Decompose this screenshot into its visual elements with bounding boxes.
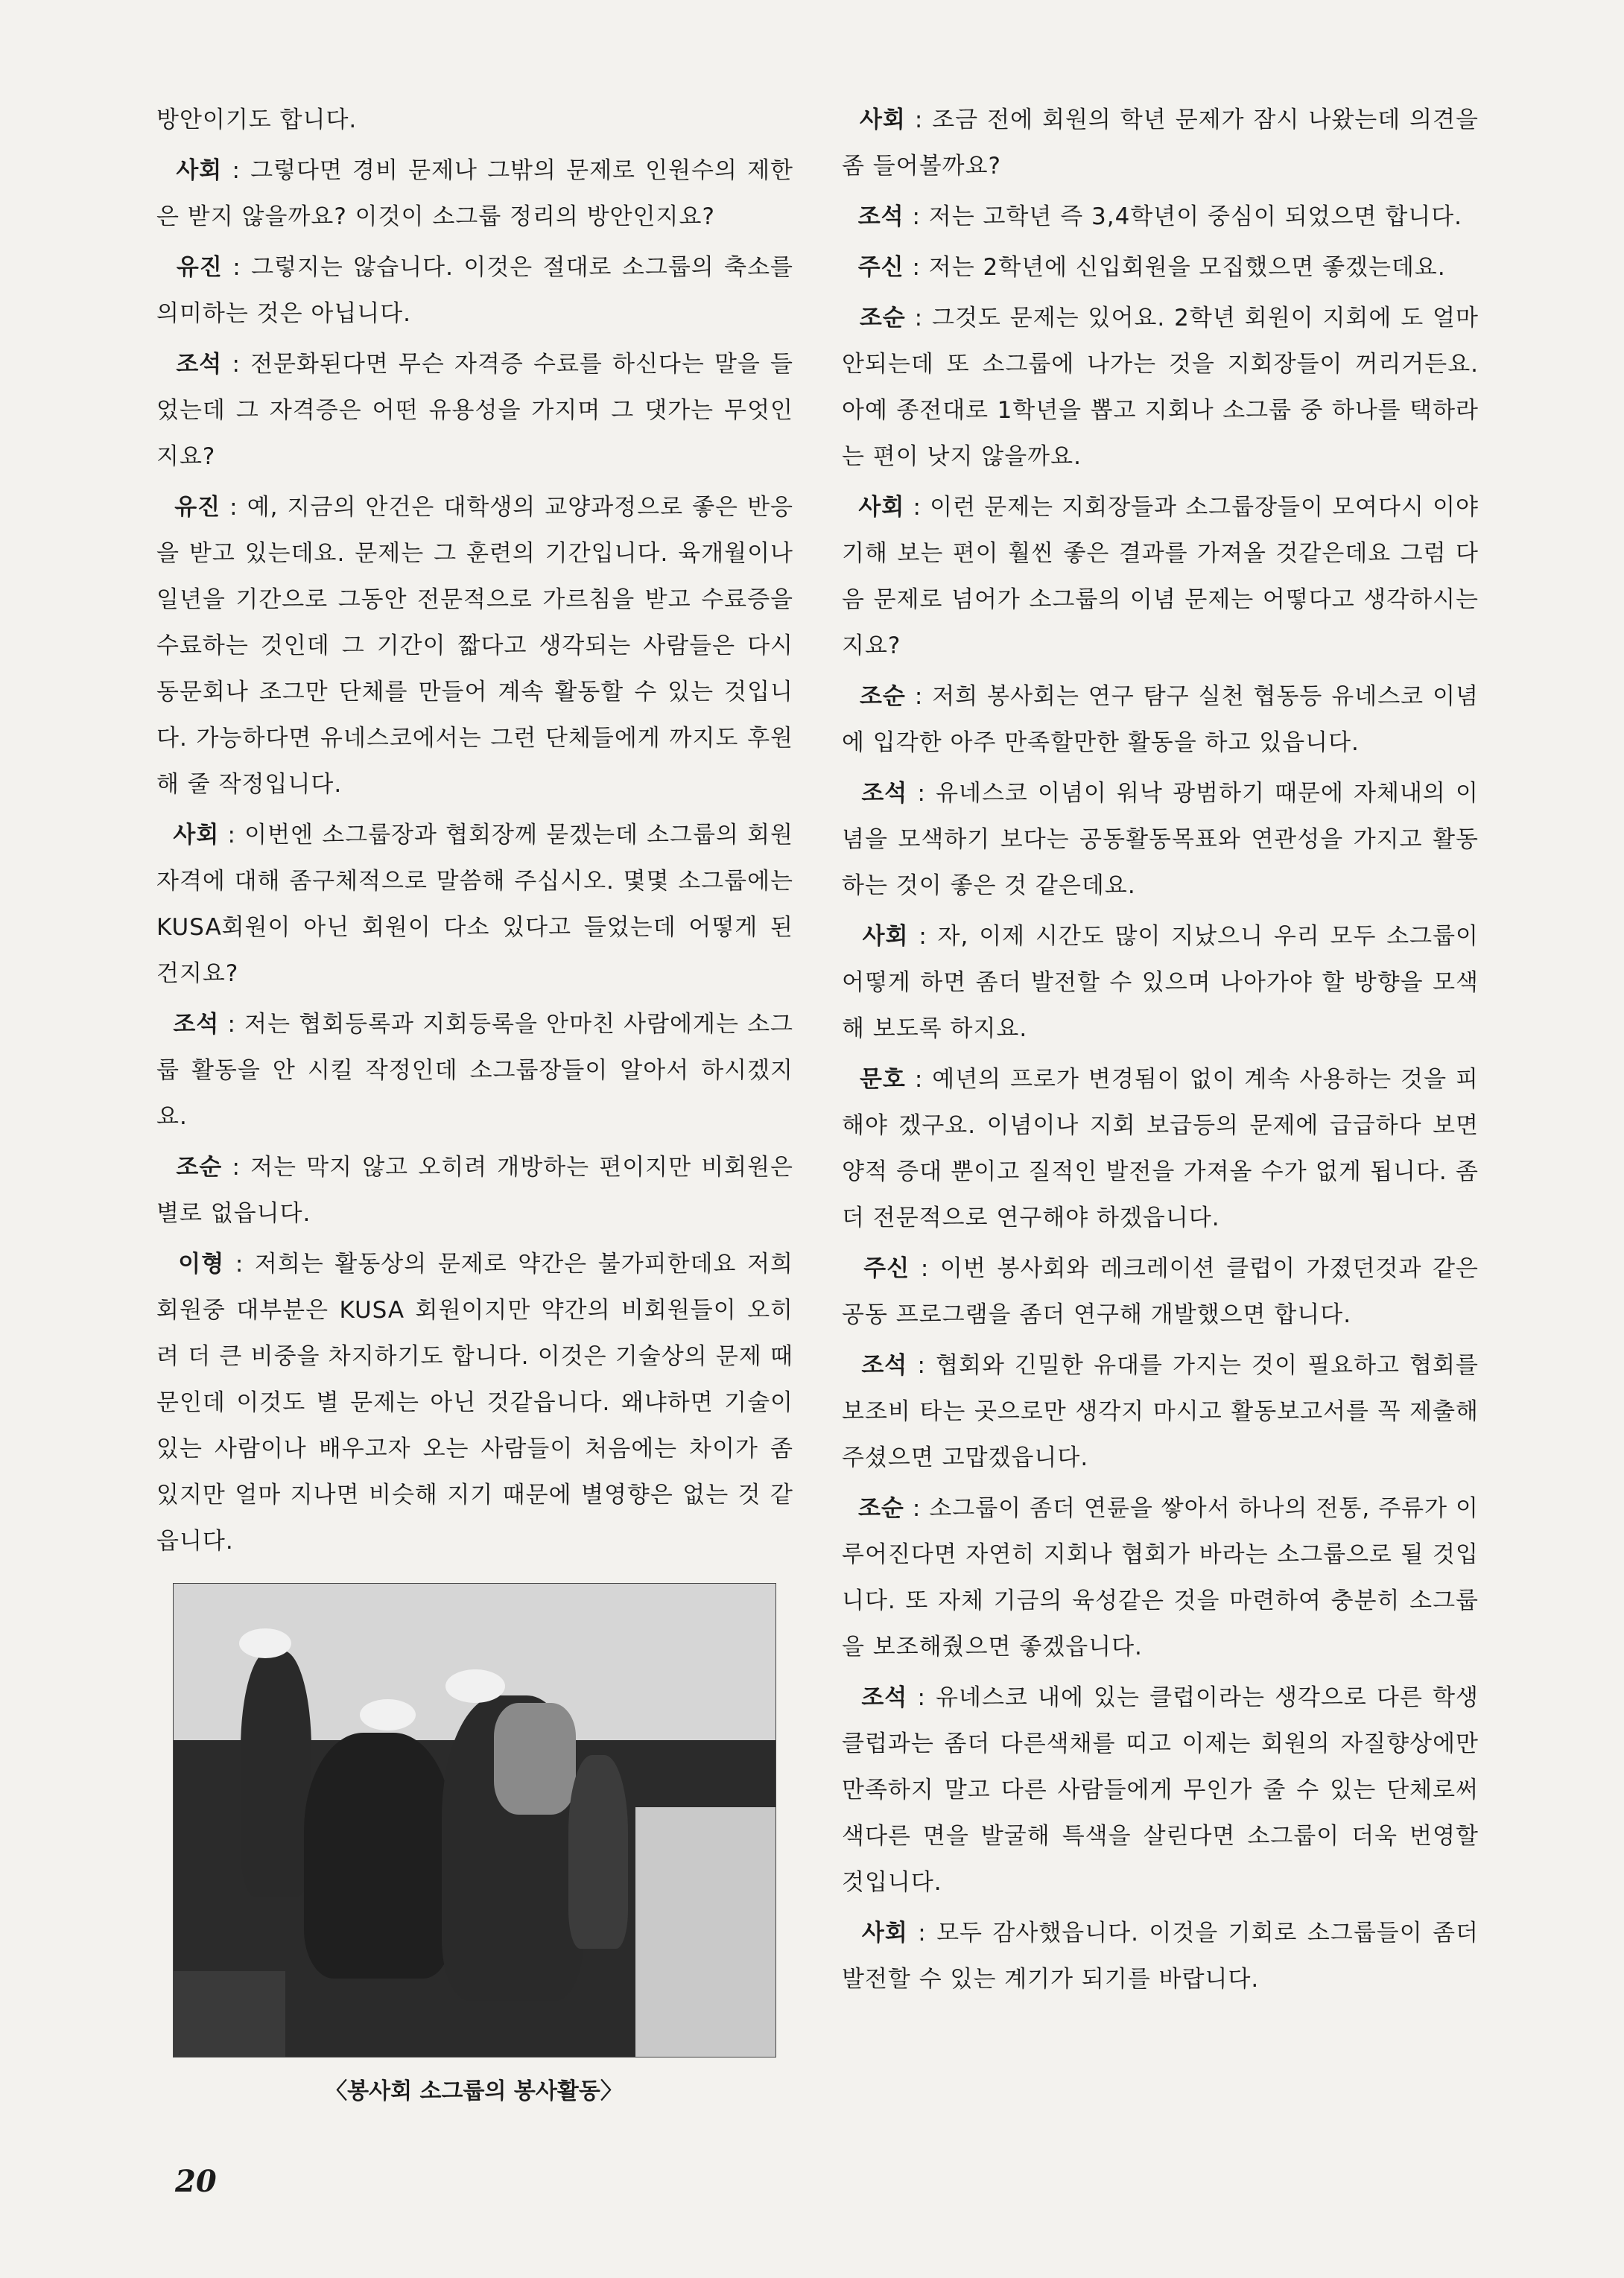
dialogue-text: : 소그룹이 좀더 연륜을 쌓아서 하나의 전통, 주류가 이루어진다면 자연히 지회나 협회가 바라는 소그룹으로 될 것입니다. 또 자체 기금의 육성같은 것을 마련하여 충분히 소그룹을 보조해줬으면 좋겠읍니다. xyxy=(842,1495,1479,1660)
paragraph xyxy=(842,1485,1479,1670)
paragraph xyxy=(842,913,1479,1052)
dialogue-text: : 예년의 프로가 변경됨이 없이 계속 사용하는 것을 피해야 겠구요. 이념이나 지회 보급등의 문제에 급급하다 보면 양적 증대 뿐이고 질적인 발전을 가져올 수가 없게 됩니다. 좀 더 전문적으로 연구해야 하겠읍니다. xyxy=(842,1066,1479,1231)
paragraph xyxy=(156,97,793,143)
speaker-name: 사회 xyxy=(861,1920,908,1947)
speaker-name: 조순 xyxy=(859,683,906,710)
speaker-name: 조석 xyxy=(857,203,904,230)
dialogue-text: : 협회와 긴밀한 유대를 가지는 것이 필요하고 협회를 보조비 타는 곳으로만 생각지 마시고 활동보고서를 꼭 제출해주셨으면 고맙겠읍니다. xyxy=(842,1352,1479,1471)
paragraph xyxy=(156,484,793,808)
paragraph xyxy=(156,147,793,240)
speaker-name: 조석 xyxy=(861,1684,908,1711)
dialogue-text: : 그렇다면 경비 문제나 그밖의 문제로 인원수의 제한은 받지 않을까요? 이것이 소그룹 정리의 방안인지요? xyxy=(156,157,793,230)
dialogue-text: : 이런 문제는 지회장들과 소그룹장들이 모여다시 이야기해 보는 편이 훨씬 좋은 결과를 가져올 것같은데요 그럼 다음 문제로 넘어가 소그룹의 이념 문제는 어떻다고 생각하시는지요? xyxy=(842,494,1479,659)
photo xyxy=(173,1583,776,2058)
dialogue-text: : 그것도 문제는 있어요. 2학년 회원이 지회에 도 얼마 안되는데 또 소그룹에 나가는 것을 지회장들이 꺼리거든요. 아예 종전대로 1학년을 뽑고 지회나 소그룹 중 하나를 택하라는 편이 낫지 않을까요. xyxy=(842,305,1479,470)
speaker-name: 유진 xyxy=(174,494,221,521)
speaker-name: 문호 xyxy=(859,1066,906,1093)
paragraph xyxy=(156,1001,793,1140)
photo-person xyxy=(241,1651,311,1897)
dialogue-text: : 저희 봉사회는 연구 탐구 실천 협동등 유네스코 이념에 입각한 아주 만족할만한 활동을 하고 있읍니다. xyxy=(842,683,1479,756)
dialogue-text: : 저는 고학년 즉 3,4학년이 중심이 되었으면 합니다. xyxy=(904,203,1463,230)
speaker-name: 유진 xyxy=(176,254,223,281)
paragraph xyxy=(842,97,1479,189)
paragraph xyxy=(842,1246,1479,1338)
photo-hat xyxy=(445,1669,505,1703)
speaker-name: 조석 xyxy=(861,780,908,807)
speaker-name: 이형 xyxy=(178,1251,225,1278)
photo-ground xyxy=(635,1807,775,2057)
speaker-name: 사회 xyxy=(173,822,220,848)
photo-backpack xyxy=(494,1703,576,1815)
paragraph xyxy=(842,194,1479,240)
paragraph xyxy=(842,1342,1479,1481)
paragraph xyxy=(842,673,1479,766)
dialogue-text: 방안이기도 합니다. xyxy=(156,107,358,133)
speaker-name: 조석 xyxy=(861,1352,908,1379)
paragraph xyxy=(842,484,1479,669)
left-column xyxy=(156,97,793,1569)
photo-person xyxy=(304,1733,453,1979)
dialogue-text: : 이번 봉사회와 레크레이션 클럽이 가졌던것과 같은 공동 프로그램을 좀더 연구해 개발했으면 합니다. xyxy=(842,1255,1479,1328)
dialogue-text: : 예, 지금의 안건은 대학생의 교양과정으로 좋은 반응을 받고 있는데요. 문제는 그 훈련의 기간입니다. 육개월이나 일년을 기간으로 그동안 전문적으로 가르침을 받고 수료증을 수료하는 것인데 그 기간이 짧다고 생각되는 사람들은 다시 동문회나 조그만 단체를 만들어 계속 활동할 수 있는 것입니다. 가능하다면 유네스코에서는 그런 단체들에게 까지도 후원해 줄 작정입니다. xyxy=(156,494,793,798)
dialogue-text: : 이번엔 소그룹장과 협회장께 묻겠는데 소그룹의 회원 자격에 대해 좀구체적으로 말씀해 주십시오. 몇몇 소그룹에는 KUSA회원이 아닌 회원이 다소 있다고 들었는데 어떻게 된 건지요? xyxy=(156,822,793,987)
speaker-name: 조순 xyxy=(176,1154,223,1181)
dialogue-text: : 저는 막지 않고 오히려 개방하는 편이지만 비회원은 별로 없읍니다. xyxy=(156,1154,793,1227)
speaker-name: 사회 xyxy=(862,923,909,950)
photo-caption: 〈봉사회 소그룹의 봉사활동〉 xyxy=(325,2078,623,2104)
speaker-name: 사회 xyxy=(859,107,906,133)
right-column xyxy=(842,97,1479,2007)
page-number: 20 xyxy=(175,2164,217,2199)
photo-hat xyxy=(239,1628,291,1658)
paragraph xyxy=(156,812,793,997)
dialogue-text: : 자, 이제 시간도 많이 지났으니 우리 모두 소그룹이 어떻게 하면 좀더 발전할 수 있으며 나아가야 할 방향을 모색해 보도록 하지요. xyxy=(842,923,1479,1042)
paragraph xyxy=(156,1241,793,1564)
paragraph xyxy=(842,295,1479,480)
dialogue-text: : 저는 2학년에 신입회원을 모집했으면 좋겠는데요. xyxy=(904,254,1446,281)
paragraph xyxy=(842,1056,1479,1241)
speaker-name: 조순 xyxy=(859,305,906,331)
speaker-name: 사회 xyxy=(858,494,905,521)
dialogue-text: : 전문화된다면 무슨 자격증 수료를 하신다는 말을 들었는데 그 자격증은 어떤 유용성을 가지며 그 댓가는 무엇인지요? xyxy=(156,351,793,470)
paragraph xyxy=(842,1910,1479,2002)
speaker-name: 주신 xyxy=(863,1255,910,1282)
paragraph xyxy=(156,1144,793,1237)
paragraph xyxy=(842,770,1479,909)
speaker-name: 조석 xyxy=(176,351,223,378)
paragraph xyxy=(156,341,793,480)
dialogue-text: : 유네스코 이념이 워낙 광범하기 때문에 자체내의 이념을 모색하기 보다는 공동활동목표와 연관성을 가지고 활동하는 것이 좋은 것 같은데요. xyxy=(842,780,1479,899)
paragraph xyxy=(156,244,793,337)
photo-hat xyxy=(360,1699,416,1730)
dialogue-text: : 조금 전에 회원의 학년 문제가 잠시 나왔는데 의견을 좀 들어볼까요? xyxy=(842,107,1479,180)
paragraph xyxy=(842,1675,1479,1906)
dialogue-text: : 그렇지는 않습니다. 이것은 절대로 소그룹의 축소를 의미하는 것은 아닙니다. xyxy=(156,254,793,327)
speaker-name: 사회 xyxy=(176,157,223,184)
dialogue-text: : 저희는 활동상의 문제로 약간은 불가피한데요 저희 회원중 대부분은 KUSA 회원이지만 약간의 비회원들이 오히려 더 큰 비중을 차지하기도 합니다. 이것은 기술상의 문제 때문인데 이것도 별 문제는 아닌 것같읍니다. 왜냐하면 기술이 있는 사람이나 배우고자 오는 사람들이 처음에는 차이가 좀 있지만 얼마 지나면 비슷해 지기 때문에 별영향은 없는 것 같읍니다. xyxy=(156,1251,793,1555)
dialogue-text: : 저는 협회등록과 지회등록을 안마친 사람에게는 소그룹 활동을 안 시킬 작정인데 소그룹장들이 알아서 하시겠지요. xyxy=(156,1011,793,1130)
speaker-name: 주신 xyxy=(857,254,904,281)
paragraph xyxy=(842,244,1479,291)
photo-rock xyxy=(174,1971,285,2057)
speaker-name: 조석 xyxy=(173,1011,220,1038)
dialogue-text: : 모두 감사했읍니다. 이것을 기회로 소그룹들이 좀더 발전할 수 있는 계기가 되기를 바랍니다. xyxy=(842,1920,1479,1993)
photo-person xyxy=(568,1755,628,1949)
dialogue-text: : 유네스코 내에 있는 클럽이라는 생각으로 다른 학생클럽과는 좀더 다른색채를 띠고 이제는 회원의 자질향상에만 만족하지 말고 다른 사람들에게 무인가 줄 수 있는 단체로써 색다른 면을 발굴해 특색을 살린다면 소그룹이 더욱 번영할 것입니다. xyxy=(842,1684,1479,1896)
speaker-name: 조순 xyxy=(857,1495,904,1522)
